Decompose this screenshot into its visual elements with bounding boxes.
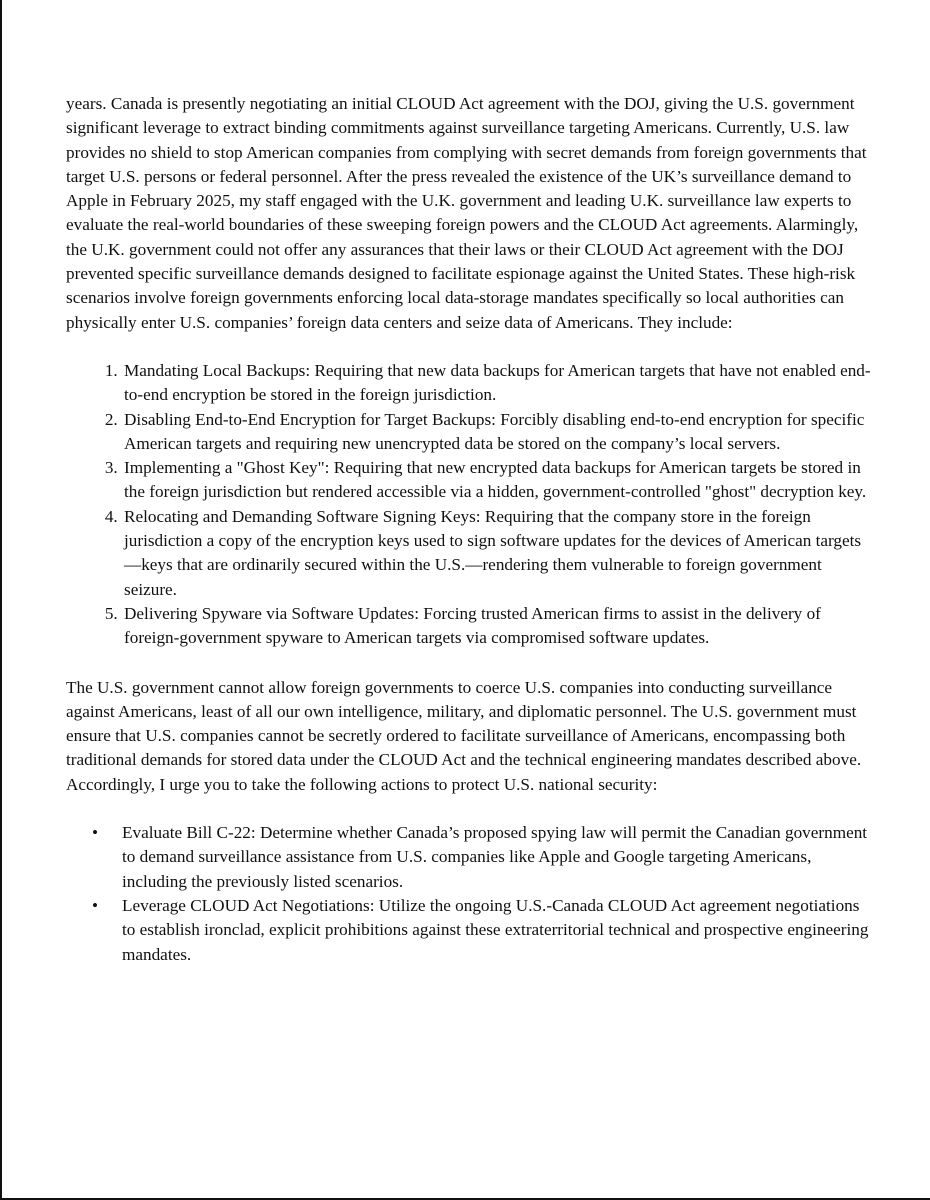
document-body [66,92,876,967]
scenario-item-signing-keys: 4. Relocating and Demanding Software Signing Keys: Requiring that the company store in the foreign jurisdiction a copy of the encryption keys used to sign software updates for the devices of American targets—keys that are ordinarily secured within the U.S.—rendering them vulnerable to foreign government seizure. [122,505,876,602]
bullet-icon: • [92,823,99,843]
recommendation-item-cloud-negotiations [92,894,876,967]
scenario-item-spyware-updates: 5. Delivering Spyware via Software Updates: Forcing trusted American firms to assist in the delivery of foreign-government spyware to American targets via compromised software updates. [122,602,876,651]
recommendation-text: Evaluate Bill C-22: Determine whether Canada’s proposed spying law will permit the Canadian government to demand surveillance assistance from U.S. companies like Apple and Google targeting Americans, including the previously listed scenarios. [122,823,868,891]
paragraph-cloud-act-scenarios: years. Canada is presently negotiating an initial CLOUD Act agreement with the DOJ, giving the U.S. government significant leverage to extract binding commitments against surveillance targeting Americans. Currently, U.S. law provides no shield to stop American companies from complying with secret demands from foreign governments that target U.S. persons or federal personnel. After the press revealed the existence of the UK’s surveillance demand to Apple in February 2025, my staff engaged with the U.K. government and leading U.K. surveillance law experts to evaluate the real-world boundaries of these sweeping foreign powers and the CLOUD Act agreements. Alarmingly, the U.K. government could not offer any assurances that their laws or their CLOUD Act agreement with the DOJ prevented specific surveillance demands designed to facilitate espionage against the United States. These high-risk scenarios involve foreign governments enforcing local data-storage mandates specifically so local authorities can physically enter U.S. companies’ foreign data centers and seize data of Americans. They include: [66,94,867,332]
scenario-list [66,359,876,651]
recommendation-item-bill-c22 [92,821,876,894]
scenario-item-ghost-key: 3. Implementing a "Ghost Key": Requiring that new encrypted data backups for American targets be stored in the foreign jurisdiction but rendered accessible via a hidden, government-controlled "ghost" decryption key. [122,456,876,505]
bullet-icon: • [92,895,99,915]
recommendation-text: Leverage CLOUD Act Negotiations: Utilize the ongoing U.S.-Canada CLOUD Act agreement negotiations to establish ironclad, explicit prohibitions against these extraterritorial technical and prospective engineering mandates. [122,895,869,964]
scenario-item-disable-e2e: 2. Disabling End-to-End Encryption for Target Backups: Forcibly disabling end-to-end encryption for specific American targets and requiring new unencrypted data be stored on the company’s local servers. [122,408,876,457]
recommendation-list [66,821,876,967]
scenario-item-local-backups: 1. Mandating Local Backups: Requiring that new data backups for American targets that have not enabled end-to-end encryption be stored in the foreign jurisdiction. [122,359,876,408]
paragraph-national-security: The U.S. government cannot allow foreign governments to coerce U.S. companies into conducting surveillance against Americans, least of all our own intelligence, military, and diplomatic personnel. The U.S. government must ensure that U.S. companies cannot be secretly ordered to facilitate surveillance of Americans, encompassing both traditional demands for stored data under the CLOUD Act and the technical engineering mandates described above. Accordingly, I urge you to take the following actions to protect U.S. national security: [66,677,862,794]
